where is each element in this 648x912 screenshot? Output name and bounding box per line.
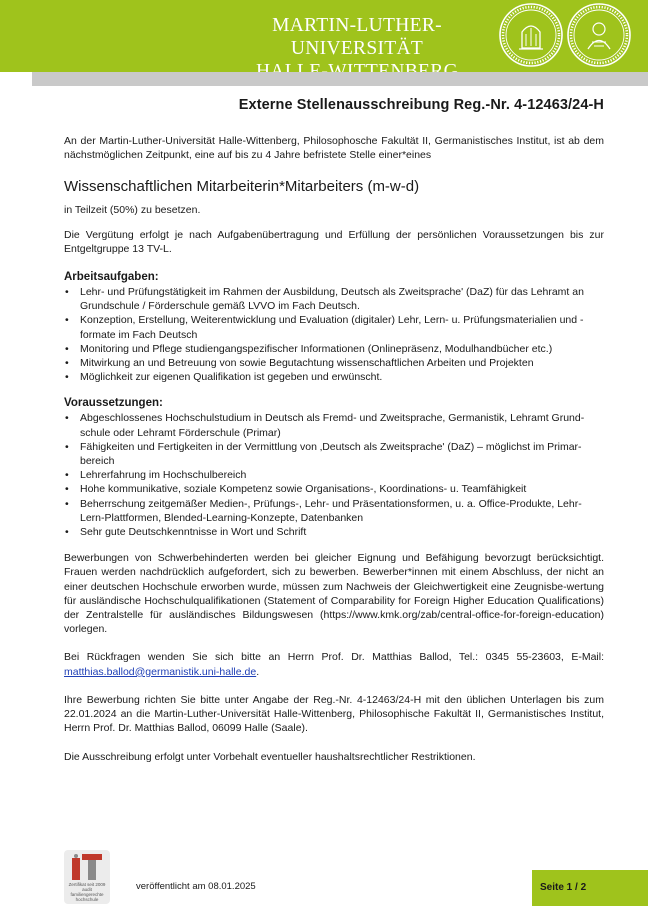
contact-email-link[interactable]: matthias.ballod@germanistik.uni-halle.de: [64, 665, 257, 678]
list-item: • Beherrschung zeitgemäßer Medien-, Prüfungs-, Lehr- und Präsentationsformen, u. a. Office-Produkte, Lehr-Lern-Plattformen, Blended-Learning-Konzepte, Datenbanken: [64, 497, 604, 525]
list-item: • Möglichkeit zur eigenen Qualifikation ist gegeben und erwünscht.: [64, 370, 604, 384]
contact-paragraph: [64, 650, 604, 678]
part-time-note: in Teilzeit (50%) zu besetzen.: [64, 204, 201, 217]
list-item: • Fähigkeiten und Fertigkeiten in der Vermittlung von ‚Deutsch als Zweitsprache' (DaZ) – möglichst im Primar-bereich: [64, 440, 604, 468]
page-number: Seite 1 / 2: [540, 882, 587, 893]
university-seal-icon: [498, 2, 564, 68]
contact-text: Bei Rückfragen wenden Sie sich bitte an Herrn Prof. Dr. Matthias Ballod, Tel.: 0345 55-23603, E-Mail:: [64, 651, 604, 664]
list-item: • Abgeschlossenes Hochschulstudium in Deutsch als Fremd- und Zweitsprache, Germanistik, Lehramt Grund-schule oder Lehramt Förderschule (Primar): [64, 411, 604, 439]
salary-paragraph: Die Vergütung erfolgt je nach Aufgabenübertragung und Erfüllung der persönlichen Voraussetzungen bis zur Entgeltgruppe 13 TV-L.: [64, 228, 604, 255]
submission-paragraph: Ihre Bewerbung richten Sie bitte unter Angabe der Reg.-Nr. 4-12463/24-H mit den üblichen Unterlagen bis zum 22.01.2024 an die Martin-Luther-Universität Halle-Wittenberg, Philosophische Fakultät II, Germanistisches Institut, Herrn Prof. Dr. Matthias Ballod, 06099 Halle (Saale).: [64, 693, 604, 735]
list-item: • Lehr- und Prüfungstätigkeit im Rahmen der Ausbildung, Deutsch als Zweitsprache' (DaZ) für das Lehramt an Grundschule / Förderschule gemäß LVVO im Fach Deutsch.: [64, 285, 604, 313]
logo-caption: Zertifikat seit 2009 audit familiengerechte hochschule: [68, 882, 106, 902]
intro-paragraph: An der Martin-Luther-Universität Halle-Wittenberg, Philosophosche Fakultät II, Germanistisches Institut, ist ab dem nächstmöglichen Zeitpunkt, eine auf bis zu 4 Jahre befristete Stelle einer*eines: [64, 135, 604, 162]
reservation-paragraph: Die Ausschreibung erfolgt unter Vorbehalt eventueller haushaltsrechtlicher Restriktionen.: [64, 750, 476, 763]
document-title: Externe Stellenausschreibung Reg.-Nr. 4-12463/24-H: [238, 97, 604, 113]
position-title: Wissenschaftlichen Mitarbeiterin*Mitarbeiters (m-w-d): [64, 178, 420, 196]
list-item: • Monitoring und Pflege studiengangspezifischer Informationen (Onlinepräsenz, Modulhandbücher etc.): [64, 342, 604, 356]
tasks-heading: Arbeitsaufgaben:: [64, 271, 159, 284]
requirements-heading: Voraussetzungen:: [64, 397, 163, 410]
university-seal-icon: [566, 2, 632, 68]
page-indicator: [532, 870, 648, 906]
requirements-list: [64, 411, 604, 539]
list-item: • Konzeption, Erstellung, Weiterentwicklung und Evaluation (digitaler) Lehr, Lern- u. Prüfungsmaterialien und -formate im Fach Deutsch: [64, 313, 604, 341]
list-item: • Sehr gute Deutschkenntnisse in Wort und Schrift: [64, 525, 604, 539]
family-friendly-university-logo-icon: [70, 854, 104, 880]
applications-paragraph: Bewerbungen von Schwerbehinderten werden bei gleicher Eignung und Befähigung bevorzugt berücksichtigt. Frauen werden nachdrücklich aufgefordert, sich zu bewerben. Bewerber*innen mit einem Abschluss, der nicht an einer deutschen Hochschule erworben wurde, müssen zum Nachweis der Gleichwertigkeit eine Zeugnisbe-wertung für ausländische Hochschulqualifikationen (Statement of Comparability for Foreign Higher Education Qualifications) der Zentralstelle für ausländisches Bildungswesen (https://www.kmk.org/zab/central-office-for-foreign-education) vorlegen.: [64, 552, 604, 636]
list-item: • Mitwirkung an und Betreuung von sowie Begutachtung wissenschaftlichen Arbeiten und Projekten: [64, 356, 604, 370]
document-body: [64, 96, 604, 764]
family-friendly-university-logo: [64, 850, 110, 904]
contact-end: .: [256, 665, 260, 678]
tasks-list: [64, 285, 604, 384]
university-name-line1: MARTIN-LUTHER-UNIVERSITÄT: [272, 15, 442, 59]
header-grey-band: [32, 72, 648, 86]
list-item: • Lehrerfahrung im Hochschulbereich: [64, 468, 604, 482]
list-item: • Hohe kommunikative, soziale Kompetenz sowie Organisations-, Koordinations- u. Teamfähigkeit: [64, 482, 604, 496]
published-date: veröffentlicht am 08.01.2025: [136, 881, 256, 892]
